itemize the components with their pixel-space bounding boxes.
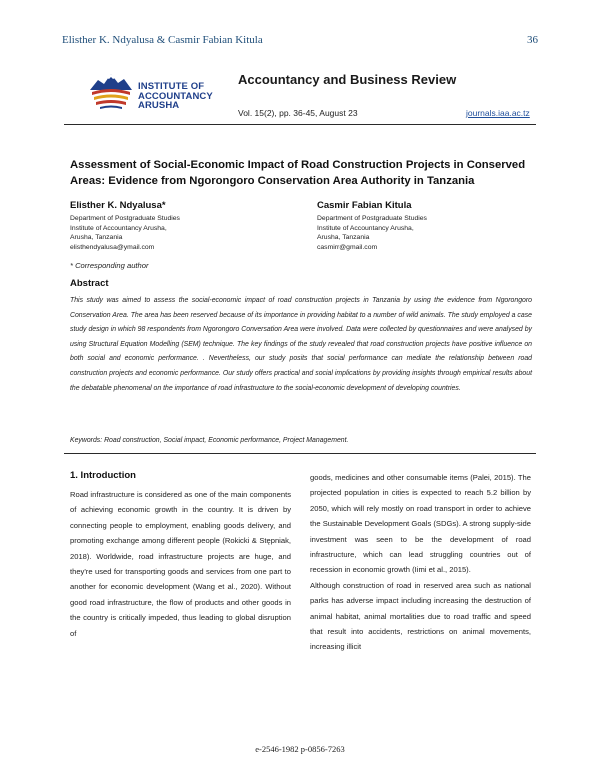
author-city: Arusha, Tanzania [317,234,370,241]
author-institution: Institute of Accountancy Arusha, [317,224,414,232]
logo-line-1: INSTITUTE OF [138,81,205,92]
intro-paragraph-1: Road infrastructure is considered as one of the main components of achieving economic growth in the country. It is driven by connecting people to employment, enabling goods delivery, and promoting exchange among different people (Rokicki & Stępniak, 2018). Worldwide, road infrastructure projects are huge, and they're used for transporting goods and services from one part to another for economic development (Wang et al., 2020). Without good road infrastructure, the flow of products and other goods in the country is critically impeded, thus leading to global disruption of [70,490,291,638]
author-email: casmirr@gmail.com [317,243,378,251]
logo-text [138,82,213,111]
header-divider [64,124,536,125]
author-block-2 [317,200,537,252]
volume-line: Vol. 15(2), pp. 36-45, August 23 [238,108,358,118]
running-head-authors: Elisther K. Ndyalusa & Casmir Fabian Kitula [62,34,263,46]
institute-logo [86,68,216,120]
left-column [70,470,291,641]
author-name: Elisther K. Ndyalusa* [70,200,166,211]
author-city: Arusha, Tanzania [70,234,123,241]
author-institution: Institute of Accountancy Arusha, [70,224,167,232]
issn-footer: e-2546-1982 p-0856-7263 [255,744,345,754]
abstract-divider [64,453,536,454]
journal-title: Accountancy and Business Review [238,72,457,87]
institute-crest-icon [86,68,136,116]
logo-line-2: ACCOUNTANCY [138,90,213,102]
intro-paragraph-1-continued: goods, medicines and other consumable items (Palei, 2015). The projected population in cities is expected to reach 5.2 billion by 2050, which will rely mostly on road transport in order to achieve the Sustainable Development Goals (SDGs). A strong supply-side investment was seen to be the development of road infrastructure, which can lead struggling countries out of recession in economic growth (Iimi et al., 2015). [310,473,531,575]
paper-title: Assessment of Social-Economic Impact of Road Construction Projects in Conserved Areas: Evidence from Ngorongoro Conservation Area Authority in Tanzania [70,159,526,187]
author-block-1 [70,200,290,252]
right-column [310,470,531,655]
logo-line-3: ARUSHA [138,100,180,111]
keywords: Keywords: Road construction, Social impact, Economic performance, Project Management. [70,437,349,444]
author-email: elisthendyalusa@ymail.com [70,243,155,251]
page-number: 36 [527,34,538,46]
abstract-text: This study was aimed to assess the social-economic impact of road construction projects in Tanzania by using the evidence from Ngorongoro Conservation Area. The area has been reserved because of its importance in providing habitat to a number of wild animals. The study employed a case study design in which 98 respondents from Ngorongoro Conversation Area were involved. Data were collected by questionnaires and were analysed by using Structural Equation Modelling (SEM) technique. The key findings of the study revealed that road construction projects have positive influence on both social and economic performance. . Nevertheless, our study posits that social performance can mediate the relationship between road construction projects and economic performance. Our study offers practical and social implications by providing insights through empirical results about the debatable phenomenal on the importance of road infrastructure to the social-economic development of developing countries. [70,297,532,392]
running-head [62,34,538,46]
corresponding-author-note: * Corresponding author [70,261,149,270]
author-department: Department of Postgraduate Studies [70,215,180,222]
author-name: Casmir Fabian Kitula [317,200,412,211]
author-department: Department of Postgraduate Studies [317,215,427,222]
intro-paragraph-2: Although construction of road in reserved area such as national parks has adverse impact including increasing the destruction of animal habitat, animal mortalities due to road traffic and speed that result into accidents, restrictions on animal movements, increasing illicit [310,580,531,652]
abstract-heading: Abstract [70,278,109,289]
journal-url-link[interactable]: journals.iaa.ac.tz [466,108,530,118]
section-heading-introduction: 1. Introduction [70,470,136,481]
